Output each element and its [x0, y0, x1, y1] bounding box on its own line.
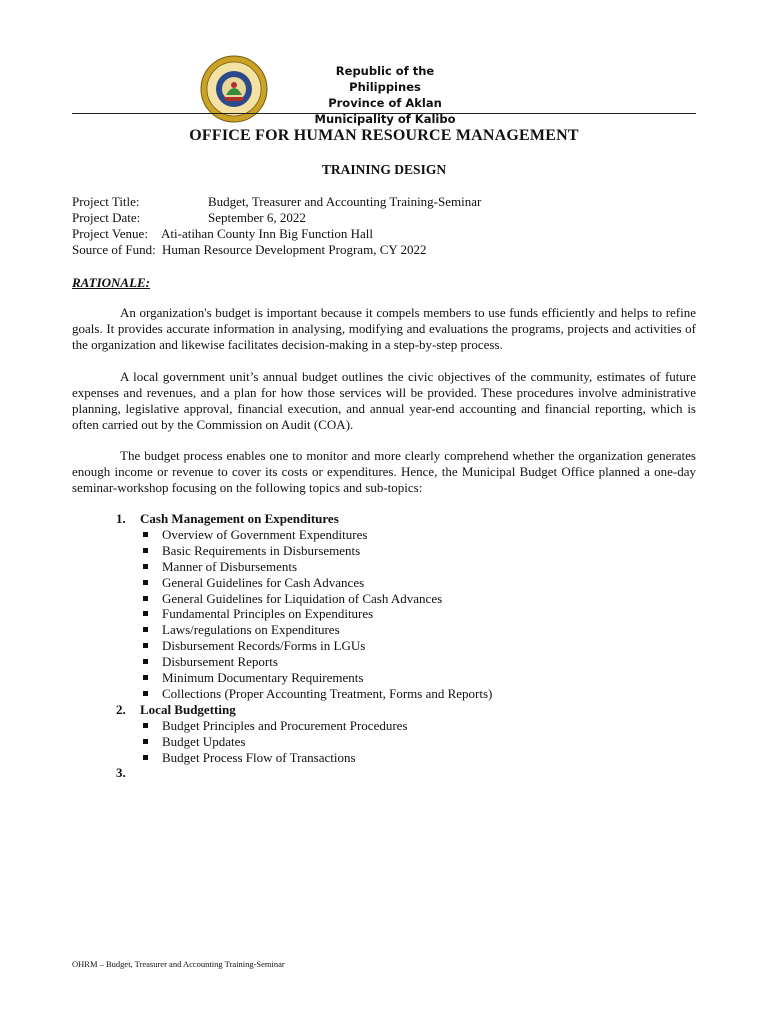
subtopic-text: Budget Principles and Procurement Procedures: [162, 717, 408, 733]
subtopic-text: General Guidelines for Liquidation of Cash Advances: [162, 590, 443, 606]
subtopic-item: [72, 654, 696, 670]
subtopic-text: Disbursement Reports: [162, 654, 278, 670]
province-name: Province of Aklan: [328, 96, 442, 110]
subtopic-text: Collections (Proper Accounting Treatment, Forms and Reports): [162, 685, 493, 701]
source-of-fund-label: Source of Fund:: [72, 242, 156, 257]
square-bullet-icon: [143, 564, 148, 569]
subtopic-item: [72, 670, 696, 686]
subtopic-text: General Guidelines for Cash Advances: [162, 574, 365, 590]
square-bullet-icon: [143, 739, 148, 744]
rationale-heading: RATIONALE:: [72, 275, 151, 290]
source-of-fund-value: Human Resource Development Program, CY 2022: [162, 242, 427, 257]
project-info: [72, 194, 696, 258]
subtopic-item: [72, 559, 696, 575]
subtopic-text: Basic Requirements in Disbursements: [162, 542, 361, 558]
rationale-paragraph: The budget process enables one to monitor and more clearly comprehend whether the organization generates enough income or revenue to cover its costs or expenditures. Hence, the Municipal Budget Office planned a one-day seminar-workshop focusing on the following topics and sub-topics:: [72, 448, 696, 495]
square-bullet-icon: [143, 596, 148, 601]
page-footer: OHRM – Budget, Treasurer and Accounting Training-Seminar: [72, 959, 285, 969]
office-title: OFFICE FOR HUMAN RESOURCE MANAGEMENT: [189, 127, 579, 144]
subtopic-item: [72, 622, 696, 638]
project-title-row: [72, 194, 696, 210]
topic-title: Local Budgetting: [140, 701, 236, 717]
subtopic-item: [72, 575, 696, 591]
square-bullet-icon: [143, 611, 148, 616]
topic-number: 3.: [116, 765, 126, 781]
project-venue-value: Ati-atihan County Inn Big Function Hall: [161, 226, 373, 241]
square-bullet-icon: [143, 755, 148, 760]
rationale-paragraph: A local government unit’s annual budget outlines the civic objectives of the community, estimates of future expenses and revenues, and a plan for how those services will be provided. These procedures involve administrative planning, legislative approval, financial execution, and annual year-end accounting and financial reporting, which is often carried out by the Commission on Audit (COA).: [72, 369, 696, 432]
subtopic-item: [72, 734, 696, 750]
square-bullet-icon: [143, 723, 148, 728]
subtopic-text: Manner of Disbursements: [162, 558, 298, 574]
topic-heading: [72, 765, 696, 781]
square-bullet-icon: [143, 548, 148, 553]
subtopic-text: Disbursement Records/Forms in LGUs: [162, 638, 366, 654]
square-bullet-icon: [143, 659, 148, 664]
subtopic-text: Budget Process Flow of Transactions: [162, 749, 356, 765]
subtopic-item: [72, 686, 696, 702]
topic-heading: [72, 511, 696, 527]
project-date-label: Project Date:: [72, 210, 141, 225]
subtopic-text: Budget Updates: [162, 733, 246, 749]
subtopic-item: [72, 527, 696, 543]
square-bullet-icon: [143, 532, 148, 537]
source-of-fund-row: [72, 242, 696, 258]
subtopic-item: [72, 606, 696, 622]
subtopic-item: [72, 638, 696, 654]
government-header: [300, 63, 470, 127]
subtopic-item: [72, 750, 696, 766]
subtopic-item: [72, 591, 696, 607]
square-bullet-icon: [143, 580, 148, 585]
subtopic-text: Minimum Documentary Requirements: [162, 670, 364, 686]
subtopic-text: Fundamental Principles on Expenditures: [162, 606, 374, 622]
municipality-name: Municipality of Kalibo: [314, 112, 456, 126]
topics-list: [72, 511, 696, 781]
topic-title: Cash Management on Expenditures: [140, 511, 339, 526]
header-divider: [72, 113, 696, 114]
topic-number: 1.: [116, 511, 126, 526]
square-bullet-icon: [143, 643, 148, 648]
project-venue-label: Project Venue:: [72, 226, 148, 241]
subtopic-text: Overview of Government Expenditures: [162, 527, 368, 542]
square-bullet-icon: [143, 691, 148, 696]
project-title-value: Budget, Treasurer and Accounting Training-Seminar: [208, 194, 482, 209]
project-venue-row: [72, 226, 696, 242]
document-title: TRAINING DESIGN: [321, 162, 447, 177]
project-date-row: [72, 210, 696, 226]
square-bullet-icon: [143, 627, 148, 632]
topic-number: 2.: [116, 701, 126, 717]
subtopic-item: [72, 718, 696, 734]
project-title-label: Project Title:: [72, 194, 140, 209]
subtopic-item: [72, 543, 696, 559]
rationale-paragraph: An organization's budget is important because it compels members to use funds efficiently and helps to refine goals. It provides accurate information in analysing, modifying and evaluations the programs, projects and activities of the organization and likewise facilitates decision-making in a step-by-step process.: [72, 305, 696, 352]
square-bullet-icon: [143, 675, 148, 680]
topic-heading: [72, 702, 696, 718]
country-name: Republic of the Philippines: [335, 64, 435, 94]
project-date-value: September 6, 2022: [208, 210, 306, 225]
subtopic-text: Laws/regulations on Expenditures: [162, 622, 340, 638]
